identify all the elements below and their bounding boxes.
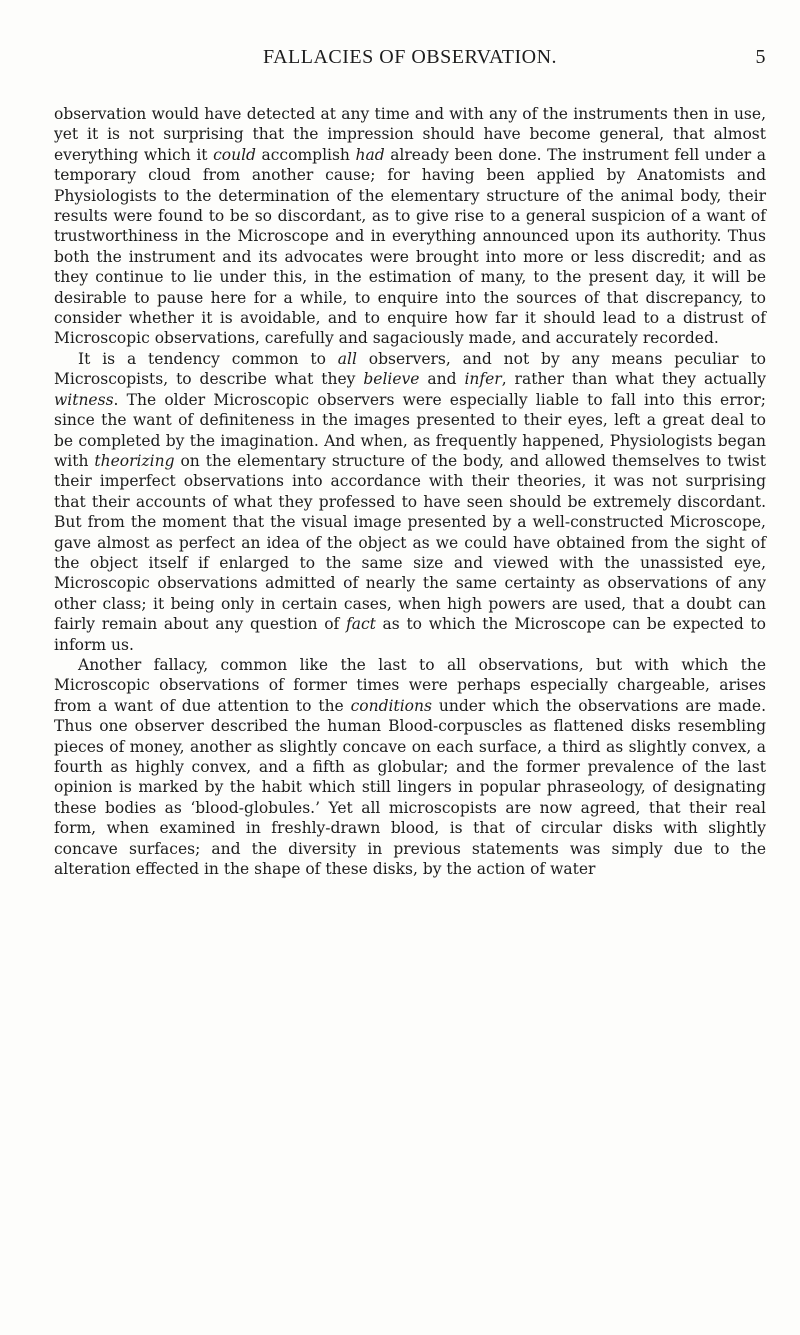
italic-phrase: witness — [54, 390, 114, 409]
body-text — [54, 104, 766, 879]
text-run: and — [419, 370, 465, 389]
running-head — [54, 46, 766, 72]
text-run: observers, and not by any means peculiar to Microscopists, to describe what they — [54, 349, 767, 389]
italic-phrase: fact — [345, 615, 376, 634]
paragraph — [54, 349, 766, 655]
paragraph — [54, 104, 766, 349]
text-run: , rather than what they actually — [501, 370, 766, 389]
text-run: as to which the Microscope can be expected to inform us. — [54, 615, 766, 654]
italic-phrase: conditions — [350, 696, 432, 715]
text-run: under which the observations are made. Thus one observer described the human Blood-corpuscles as flattened disks resembling pieces of money, another as slightly concave on each surface, a third as slightly convex, a fourth as highly convex, and a fifth as globular; and the former prevalence of the last opinion is marked by the habit which still lingers in popular phraseology, of designating these bodies as ‘blood-globules.’ Yet all microscopists are now agreed, that their real form, when examined in freshly-drawn blood, is that of circular disks with slightly concave surfaces; and the diversity in previous statements was simply due to the alteration effected in the shape of these disks, by the action of water — [54, 696, 766, 879]
italic-phrase: could — [213, 145, 256, 164]
text-run: already been done. The instrument fell under a temporary cloud from another cause; for having been applied by Anatomists and Physiologists to the determination of the elementary structure of the animal body, their results were found to be so discordant, as to give rise to a general suspicion of a want of trustworthiness in the Microscope and in everything announced upon its authority. Thus both the instrument and its advocates were brought into more or less discredit; and as they continue to lie under this, in the estimation of many, to the present day, it will be desirable to pause here for a while, to enquire into the sources of that discrepancy, to consider whether it is avoidable, and to enquire how far it should lead to a distrust of Microscopic observations, carefully and sagaciously made, and accurately recorded. — [54, 145, 766, 348]
text-run: Another fallacy, common like the last to all observations, but with which the Microscopic observations of former times were perhaps especially chargeable, arises from a want of due attention to the — [54, 655, 766, 715]
text-run: on the elementary structure of the body, and allowed themselves to twist their imperfect observations into accordance with their theories, it was not surprising that their accounts of what they professed to have seen should be extremely discordant. But from the moment that the visual image presented by a well-constructed Microscope, gave almost as perfect an idea of the object as we could have obtained from the sight of the object itself if enlarged to the same size and viewed with the unassisted eye, Microscopic observations admitted of nearly the same certainty as observations of any other class; it being only in certain cases, when high powers are used, that a doubt can fairly remain about any question of — [54, 451, 766, 634]
text-run: observation would have detected at any time and with any of the instruments then in use, yet it is not surprising that the impression should have become general, that almost everything which it — [54, 105, 766, 164]
italic-phrase: all — [337, 349, 357, 368]
text-run: accomplish — [255, 145, 356, 164]
italic-phrase: had — [355, 145, 385, 164]
italic-phrase: infer — [464, 370, 502, 389]
italic-phrase: theorizing — [94, 451, 175, 470]
page-number: 5 — [755, 46, 766, 68]
italic-phrase: believe — [363, 370, 420, 389]
text-run: . The older Microscopic observers were especially liable to fall into this error; since the want of definiteness in the images presented to their eyes, left a great deal to be completed by the imagination. And when, as frequently happened, Physiologists began with — [54, 390, 766, 470]
running-title: FALLACIES OF OBSERVATION. — [262, 46, 558, 68]
text-run: It is a tendency common to — [78, 349, 338, 368]
paragraph — [54, 655, 766, 879]
